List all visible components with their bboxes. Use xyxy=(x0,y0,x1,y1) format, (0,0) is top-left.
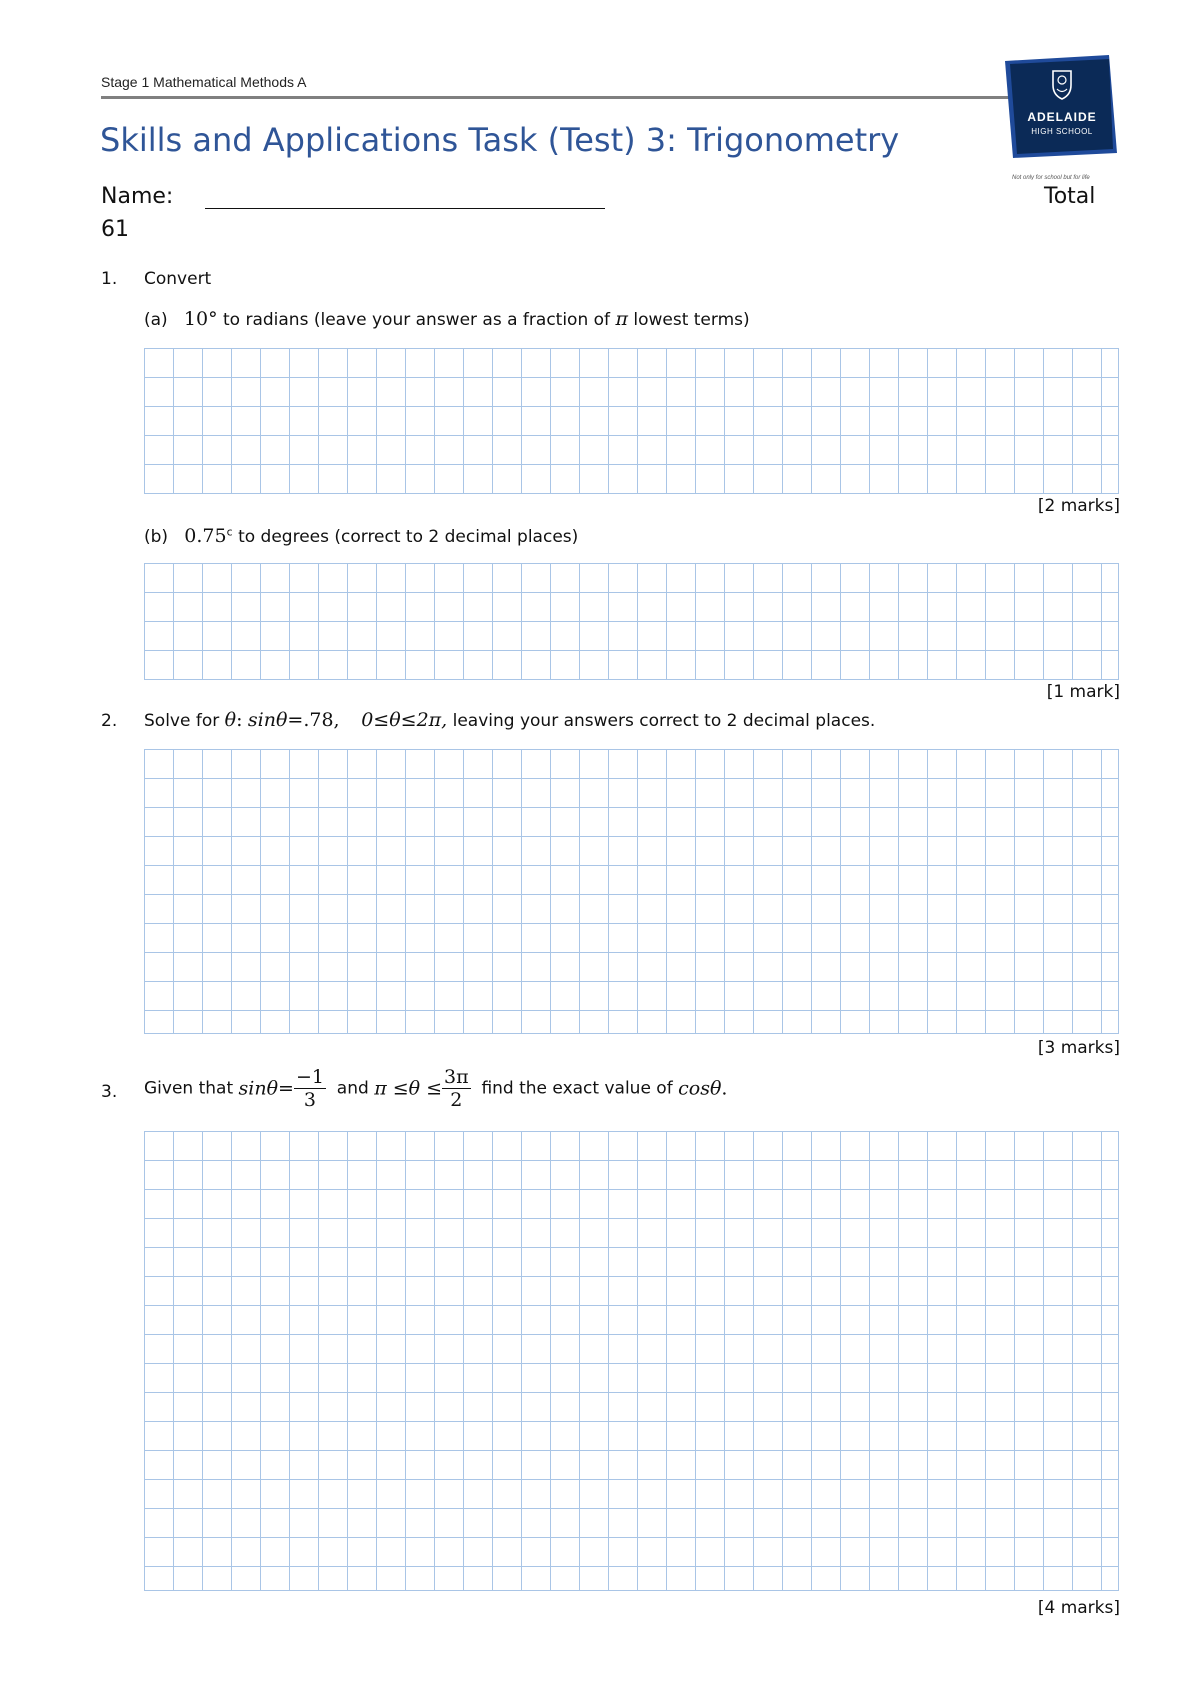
page-title: Skills and Applications Task (Test) 3: Trigonometry xyxy=(100,121,900,159)
and-word: and xyxy=(336,1078,369,1099)
school-logo xyxy=(1005,55,1117,158)
marks-1a: [2 marks] xyxy=(1037,496,1120,516)
cos-theta: cosθ xyxy=(678,1077,722,1100)
logo-tagline xyxy=(1012,173,1116,180)
question-1-intro: Convert xyxy=(144,269,212,289)
question-3-post: find the exact value of xyxy=(481,1078,673,1099)
total-label: Total xyxy=(1044,184,1096,209)
pi-symbol: π xyxy=(615,308,628,330)
question-1b-value: 0.75 xyxy=(184,525,227,547)
question-2-pre: Solve for xyxy=(144,711,220,731)
question-3-text xyxy=(144,1066,727,1111)
fraction-three-pi-over-two: $\frac{3\pi}{2}$ xyxy=(444,1066,469,1111)
sin-theta: sinθ xyxy=(238,1077,279,1100)
colon: : xyxy=(236,709,243,731)
question-3-pre: Given that xyxy=(144,1078,234,1099)
answer-grid-3[interactable] xyxy=(144,1131,1119,1591)
name-field[interactable] xyxy=(205,208,605,209)
answer-grid-1a[interactable] xyxy=(144,348,1119,494)
question-1a-label: (a) xyxy=(144,310,168,330)
question-1b-label: (b) xyxy=(144,527,169,547)
question-1a-text xyxy=(144,308,750,330)
question-2-post: leaving your answers correct to 2 decimal places. xyxy=(452,711,876,731)
sin-theta: sinθ xyxy=(247,709,288,731)
svg-text:Not only for school but for li: Not only for school but for life xyxy=(1012,175,1090,180)
equals-sign: = xyxy=(278,1077,294,1100)
theta-range: 0≤θ≤2π, xyxy=(361,709,448,731)
header-divider xyxy=(101,96,1009,99)
question-1a-instruction: to radians (leave your answer as a fraction of xyxy=(223,310,611,330)
answer-grid-2[interactable] xyxy=(144,749,1119,1034)
course-name: Stage 1 Mathematical Methods A xyxy=(101,74,307,90)
radian-symbol: c xyxy=(226,525,233,539)
question-2-text xyxy=(144,709,875,731)
question-1a-value: 10 xyxy=(183,308,209,330)
logo-text-line2: HIGH SCHOOL xyxy=(1031,127,1093,136)
question-1a-instruction-end: lowest terms) xyxy=(633,310,750,330)
degree-symbol: ° xyxy=(208,308,218,330)
question-2-number: 2. xyxy=(101,711,118,731)
comma: , xyxy=(333,709,340,731)
question-1-number: 1. xyxy=(101,269,118,289)
fraction-neg-one-third: $\frac{-1}{3}$ xyxy=(295,1066,324,1111)
period: . xyxy=(721,1077,728,1100)
answer-grid-1b[interactable] xyxy=(144,563,1119,680)
theta-range: π ≤θ ≤ xyxy=(374,1077,443,1100)
question-1b-text xyxy=(144,525,578,547)
marks-3: [4 marks] xyxy=(1037,1598,1120,1618)
question-3-number: 3. xyxy=(101,1082,118,1102)
theta-symbol: θ xyxy=(224,709,237,731)
marks-1b: [1 mark] xyxy=(1046,682,1120,702)
name-label: Name: xyxy=(101,184,174,209)
question-1b-instruction: to degrees (correct to 2 decimal places) xyxy=(238,527,579,547)
equation-value: =.78 xyxy=(287,709,334,731)
total-value: 61 xyxy=(101,217,129,242)
marks-2: [3 marks] xyxy=(1037,1038,1120,1058)
logo-text-line1: ADELAIDE xyxy=(1027,110,1097,124)
